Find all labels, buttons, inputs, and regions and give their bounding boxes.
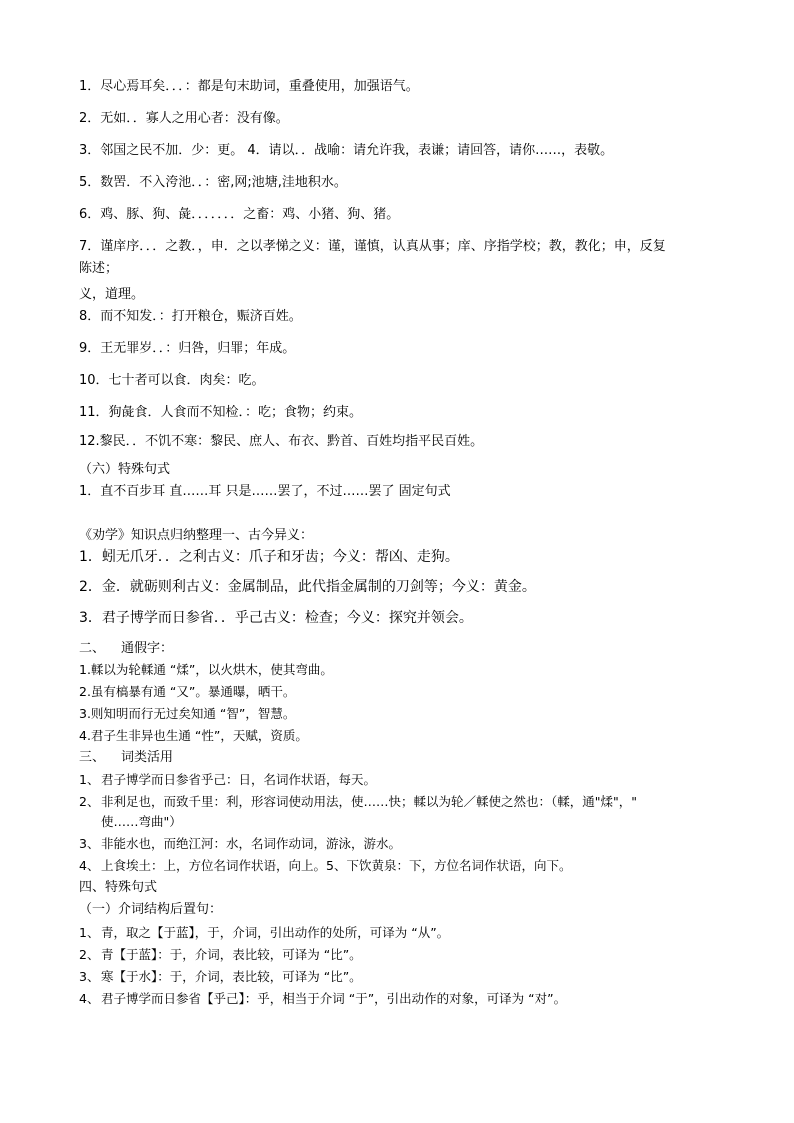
section-heading — [79, 641, 173, 657]
text-line: 3．君子博学而日参省．．乎己古义：检查；今义：探究并领会。 — [79, 610, 473, 626]
text-line: 11．狗彘食．人食而不知检．：吃；食物；约束。 — [79, 405, 363, 420]
text-line: 3．邻国之民不加．少：更。 4．请以．．战喻：请允许我，表谦；请回答，请你……，表敬。 — [79, 143, 614, 158]
list-item: 2、 青【于蓝】：于，介词，表比较，可译为 “比”。 — [79, 947, 362, 962]
heading-number: 二、 — [79, 641, 106, 656]
sub-heading: （一）介词结构后置句： — [79, 902, 223, 917]
section-heading — [79, 750, 173, 766]
text-line: 9．王无罪岁．．：归咎，归罪；年成。 — [79, 341, 296, 356]
text-line: 义，道理。 — [79, 287, 145, 302]
text-line: 12.黎民．．不饥不寒：黎民、庶人、布衣、黔首、百姓均指平民百姓。 — [79, 434, 484, 449]
list-item: 使……弯曲"） — [101, 814, 182, 829]
text-line: 10．七十者可以食．肉矣：吃。 — [79, 373, 265, 388]
list-item: 1、 青，取之【于蓝】，于，介词，引出动作的处所，可译为 “从”。 — [79, 925, 450, 940]
text-line: 陈述； — [79, 261, 119, 276]
heading-number: 三、 — [79, 750, 106, 765]
text-line: 8．而不知发．：打开粮仓，赈济百姓。 — [79, 309, 302, 324]
text-line: 7．谨庠序．．．之教．，申．之以孝悌之义：谨，谨慎，认真从事；庠、序指学校；教，教化；申，反复 — [79, 239, 666, 254]
text-line: 2．无如．．寡人之用心者：没有像。 — [79, 111, 289, 126]
text-line: 1．直不百步耳 直……耳 只是……罢了，不过……罢了 固定句式 — [79, 484, 451, 499]
list-item: 2、 非利足也，而致千里：利，形容词使动用法，使……快；輮以为轮／輮使之然也：（輮，通"煣"，" — [79, 794, 638, 809]
text-line: 1．蚓无爪牙．．之利古义：爪子和牙齿；今义：帮凶、走狗。 — [79, 549, 459, 565]
text-line: 5．数罟．不入洿池．．：密,网;池塘,洼地积水。 — [79, 175, 347, 190]
list-item: 4.君子生非异也生通 “性”，天赋，资质。 — [79, 728, 308, 743]
list-item: 4、 上食埃土：上，方位名词作状语，向上。5、下饮黄泉：下，方位名词作状语，向下。 — [79, 858, 572, 873]
text-line: 1．尽心焉耳矣．．．：都是句末助词，重叠使用，加强语气。 — [79, 79, 419, 94]
section-heading: （六）特殊句式 — [79, 462, 171, 477]
text-line: 2．金．就砺则利古义：金属制品，此代指金属制的刀剑等；今义：黄金。 — [79, 579, 536, 595]
list-item: 1、 君子博学而日参省乎己：日，名词作状语，每天。 — [79, 772, 377, 787]
list-item: 3、 非能水也，而绝江河：水，名词作动词，游泳，游水。 — [79, 836, 402, 851]
list-item: 1.輮以为轮輮通 “煣”，以火烘木，使其弯曲。 — [79, 662, 333, 677]
heading-text: 词类活用 — [121, 750, 174, 765]
list-item: 3.则知明而行无过矣知通 “智”，智慧。 — [79, 706, 296, 721]
section-heading: 《劝学》知识点归纳整理一、古今异义： — [79, 528, 314, 543]
text-line: 6．鸡、豚、狗、彘．．．．．．．之畜：鸡、小猪、狗、猪。 — [79, 207, 400, 222]
section-heading: 四、特殊句式 — [79, 880, 158, 895]
list-item: 2.虽有槁暴有通 “又”。暴通曝，晒干。 — [79, 684, 296, 699]
list-item: 4、 君子博学而日参省【乎己】：乎，相当于介词 “于”，引出动作的对象，可译为 “对”。 — [79, 991, 567, 1006]
list-item: 3、 寒【于水】：于，介词，表比较，可译为 “比”。 — [79, 969, 362, 984]
heading-text: 通假字： — [121, 641, 174, 656]
